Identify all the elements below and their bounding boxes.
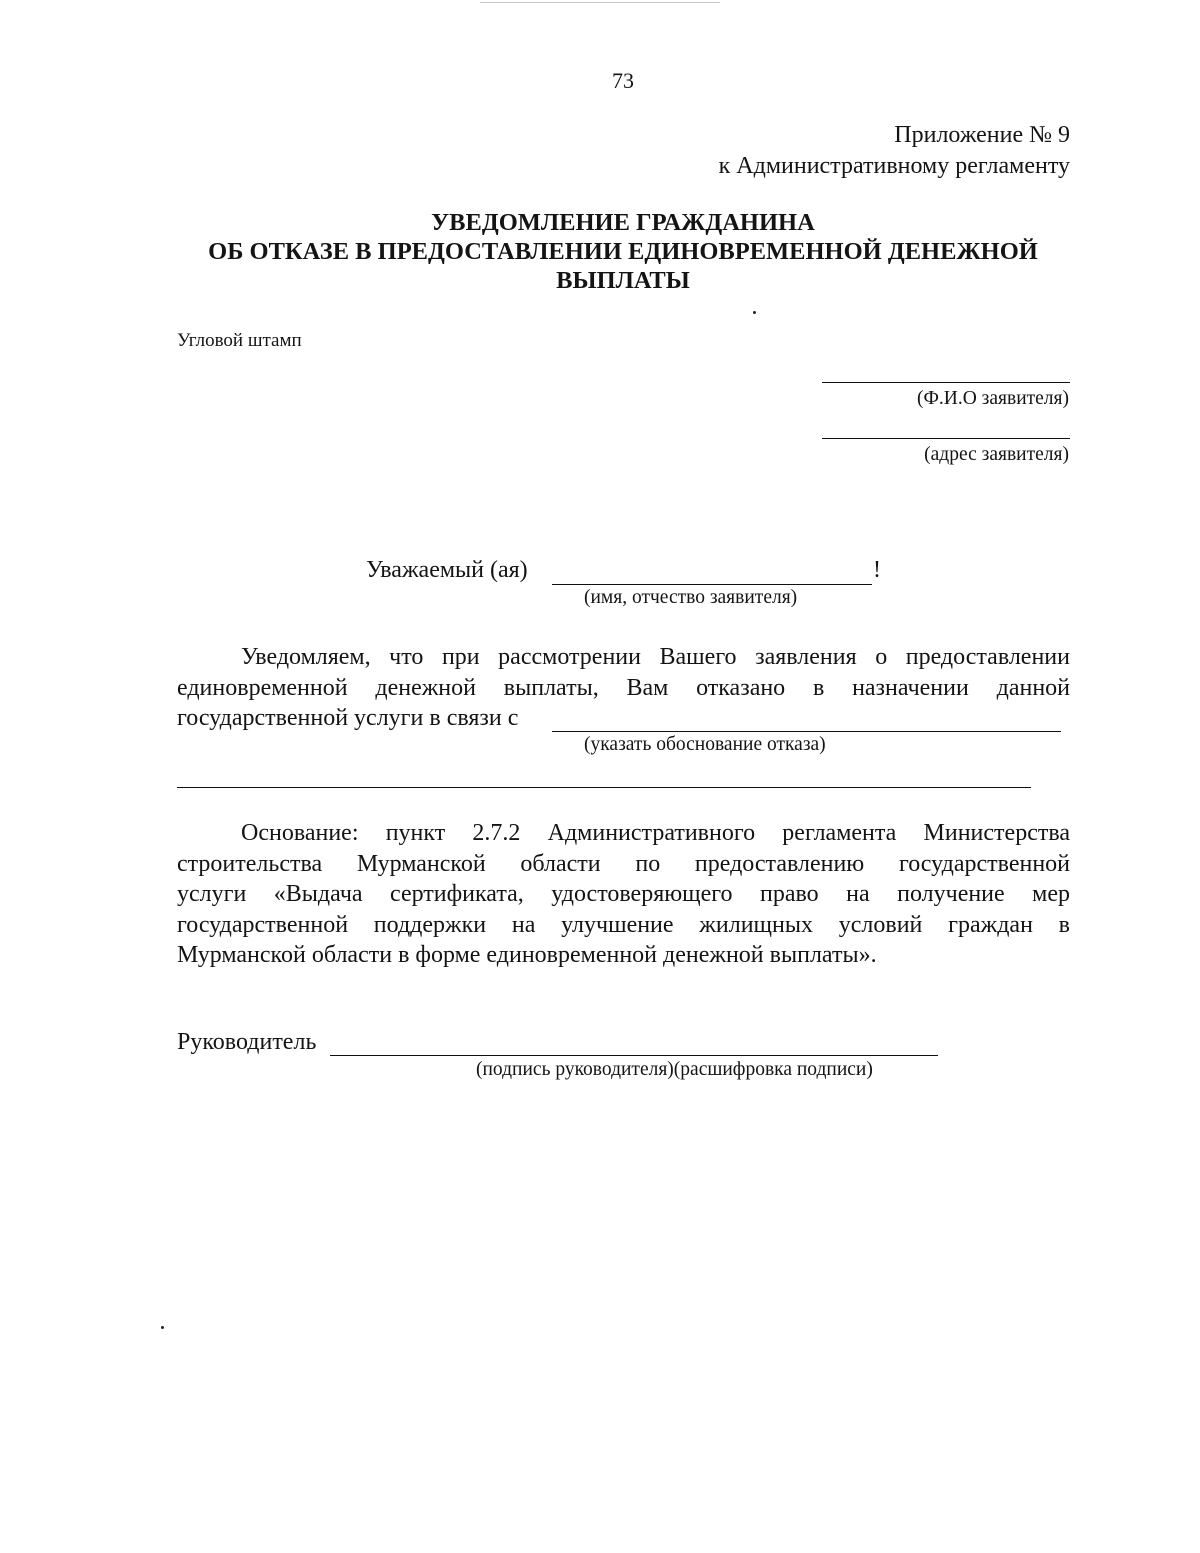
signature-blank-line (330, 1055, 938, 1056)
notice-paragraph (177, 642, 1070, 734)
appendix-line: Приложение № 9 (894, 122, 1070, 148)
page-number: 73 (612, 68, 634, 93)
title-line: ВЫПЛАТЫ (556, 267, 690, 294)
name-caption: (имя, отчество заявителя) (584, 587, 798, 608)
title-line: УВЕДОМЛЕНИЕ ГРАЖДАНИНА (431, 209, 815, 236)
document-title (0, 208, 1200, 295)
basis-line: государственной поддержки на улучшение жилищных условий граждан в (177, 911, 1070, 938)
corner-stamp-label: Угловой штамп (177, 330, 302, 351)
basis-line: Мурманской области в форме единовременной денежной выплаты». (177, 942, 877, 968)
signature-caption: (подпись руководителя)(расшифровка подписи) (476, 1059, 873, 1080)
reason-continuation-line (177, 787, 1031, 788)
title-line: ОБ ОТКАЗЕ В ПРЕДОСТАВЛЕНИИ ЕДИНОВРЕМЕННОЙ ДЕНЕЖНОЙ (208, 238, 1038, 265)
salutation: Уважаемый (ая) (366, 557, 528, 583)
appendix-line: к Административному регламенту (718, 153, 1070, 179)
basis-paragraph (177, 818, 1070, 971)
head-label: Руководитель (177, 1029, 317, 1055)
appendix-reference (719, 120, 1070, 182)
address-caption: (адрес заявителя) (924, 444, 1069, 465)
name-blank-line (552, 584, 872, 585)
basis-line: Основание: пункт 2.7.2 Административного регламента Министерства (241, 820, 1070, 846)
salutation-exclamation: ! (873, 557, 881, 583)
address-blank-line (822, 438, 1070, 439)
fio-caption: (Ф.И.О заявителя) (916, 388, 1069, 409)
reason-blank-line (552, 731, 1061, 732)
scan-speck (753, 311, 756, 314)
reason-caption: (указать обоснование отказа) (584, 734, 826, 755)
basis-line: услуги «Выдача сертификата, удостоверяющего право на получение мер (177, 881, 1070, 907)
fio-blank-line (822, 382, 1070, 383)
scan-speck (161, 1326, 164, 1329)
notice-line: единовременной денежной выплаты, Вам отказано в назначении данной (177, 674, 1070, 701)
basis-line: строительства Мурманской области по предоставлению государственной (177, 850, 1070, 877)
notice-line: государственной услуги в связи с (177, 705, 519, 731)
notice-line: Уведомляем, что при рассмотрении Вашего заявления о предоставлении (241, 644, 1070, 670)
scan-artifact-top (480, 2, 720, 3)
